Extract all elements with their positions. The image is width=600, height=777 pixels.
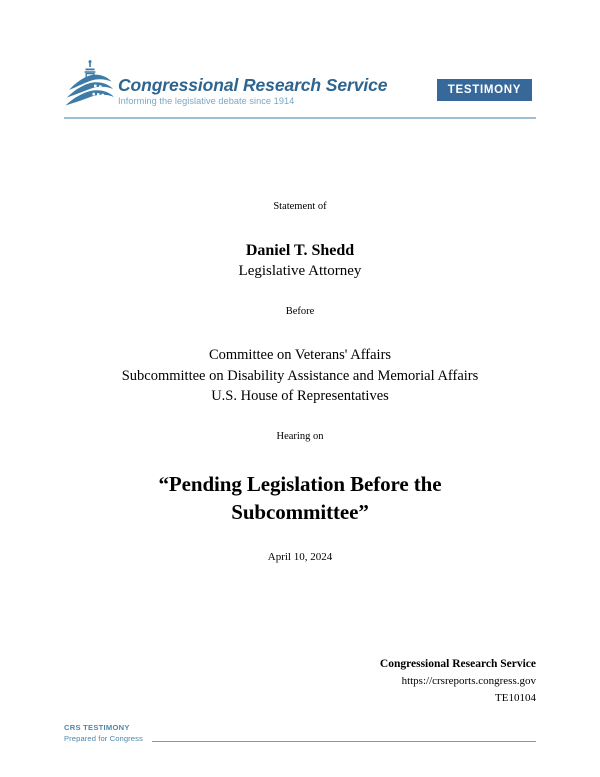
cover-content — [64, 200, 536, 563]
testimony-badge: TESTIMONY — [437, 79, 532, 101]
capitol-dome-icon — [64, 60, 116, 112]
report-identifier: TE10104 — [495, 691, 536, 704]
committee-line-3: U.S. House of Representatives — [211, 388, 389, 405]
footer-divider — [152, 741, 536, 742]
footer-line-1: CRS TESTIMONY — [64, 723, 130, 732]
hearing-date: April 10, 2024 — [267, 551, 333, 564]
hearing-title-line-1: “Pending Legislation Before the — [158, 471, 442, 496]
crs-wordmark-block — [118, 76, 387, 106]
document-footer — [64, 722, 536, 746]
attribution-url[interactable]: https://crsreports.congress.gov — [401, 675, 536, 688]
document-header — [64, 60, 536, 118]
attribution-block — [64, 656, 536, 706]
committee-line-2: Subcommittee on Disability Assistance and Memorial Affairs — [121, 367, 479, 384]
hearing-label: Hearing on — [276, 430, 324, 442]
hearing-title-line-2: Subcommittee” — [231, 500, 369, 525]
crs-wordmark: Congressional Research Service — [118, 75, 388, 95]
attribution-organization: Congressional Research Service — [379, 658, 536, 670]
presenter-name: Daniel T. Shedd — [245, 241, 355, 259]
header-divider — [64, 117, 536, 119]
crs-tagline: Informing the legislative debate since 1914 — [118, 96, 295, 107]
footer-text-block — [64, 722, 143, 744]
presenter-title: Legislative Attorney — [238, 263, 362, 280]
committee-line-1: Committee on Veterans' Affairs — [208, 347, 392, 364]
before-label: Before — [285, 306, 315, 318]
statement-label: Statement of — [273, 201, 327, 212]
footer-line-2: Prepared for Congress — [64, 734, 143, 743]
